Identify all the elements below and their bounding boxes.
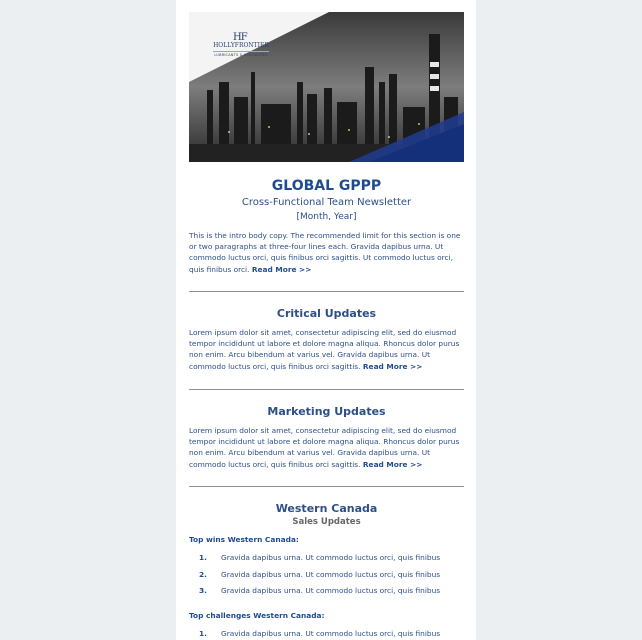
section-divider bbox=[189, 291, 464, 292]
marketing-updates-body bbox=[189, 425, 464, 470]
marketing-updates-heading: Marketing Updates bbox=[267, 405, 386, 418]
company-logo: HF HOLLYFRONTIER LUBRICANTS & SPECIALTIES bbox=[213, 32, 269, 57]
section-divider bbox=[189, 389, 464, 390]
newsletter-subtitle: Cross-Functional Team Newsletter bbox=[241, 197, 412, 208]
western-canada-heading: Western Canada bbox=[275, 502, 378, 515]
top-challenges-label: Top challenges Western Canada: bbox=[189, 611, 325, 620]
section-divider bbox=[189, 486, 464, 487]
sales-updates-subheading: Sales Updates bbox=[292, 517, 361, 527]
list-item: 2. Gravida dapibus urna. Ut commodo luctus orci, quis finibus bbox=[199, 570, 441, 579]
marketing-read-more-link[interactable]: Read More >> bbox=[362, 459, 423, 469]
intro-read-more-link[interactable]: Read More >> bbox=[251, 264, 312, 274]
intro-body bbox=[189, 230, 464, 275]
top-wins-label: Top wins Western Canada: bbox=[189, 535, 299, 544]
list-item: 1. Gravida dapibus urna. Ut commodo luctus orci, quis finibus bbox=[199, 629, 441, 638]
intro-text: This is the intro body copy. The recommended limit for this section is one or two paragraphs at three-four lines each. Gravida dapibus urna. Ut commodo luctus orci, quis finibus orci sagittis. Ut commodo luctus orci, quis finibus orci. bbox=[189, 231, 461, 274]
newsletter-email bbox=[176, 0, 476, 640]
marketing-updates-text: Lorem ipsum dolor sit amet, consectetur adipiscing elit, sed do eiusmod tempor incididunt ut labore et dolore magna aliqua. Rhoncus dolor purus non enim. Arcu bibendum at varius vel. Gravida dapibus urna. Ut commodo luctus orci, quis finibus orci sagittis. bbox=[189, 426, 460, 469]
critical-updates-text: Lorem ipsum dolor sit amet, consectetur adipiscing elit, sed do eiusmod tempor incididunt ut labore et dolore magna aliqua. Rhoncus dolor purus non enim. Arcu bibendum at varius vel. Gravida dapibus urna. Ut commodo luctus orci, quis finibus orci sagittis. bbox=[189, 328, 460, 371]
newsletter-date: [Month, Year] bbox=[296, 212, 357, 222]
list-item: 3. Gravida dapibus urna. Ut commodo luctus orci, quis finibus bbox=[199, 586, 441, 595]
newsletter-title: GLOBAL GPPP bbox=[271, 178, 382, 194]
critical-updates-heading: Critical Updates bbox=[276, 307, 377, 320]
critical-read-more-link[interactable]: Read More >> bbox=[362, 361, 423, 371]
critical-updates-body bbox=[189, 327, 464, 372]
list-item: 1. Gravida dapibus urna. Ut commodo luctus orci, quis finibus bbox=[199, 553, 441, 562]
hero-banner bbox=[189, 12, 464, 162]
